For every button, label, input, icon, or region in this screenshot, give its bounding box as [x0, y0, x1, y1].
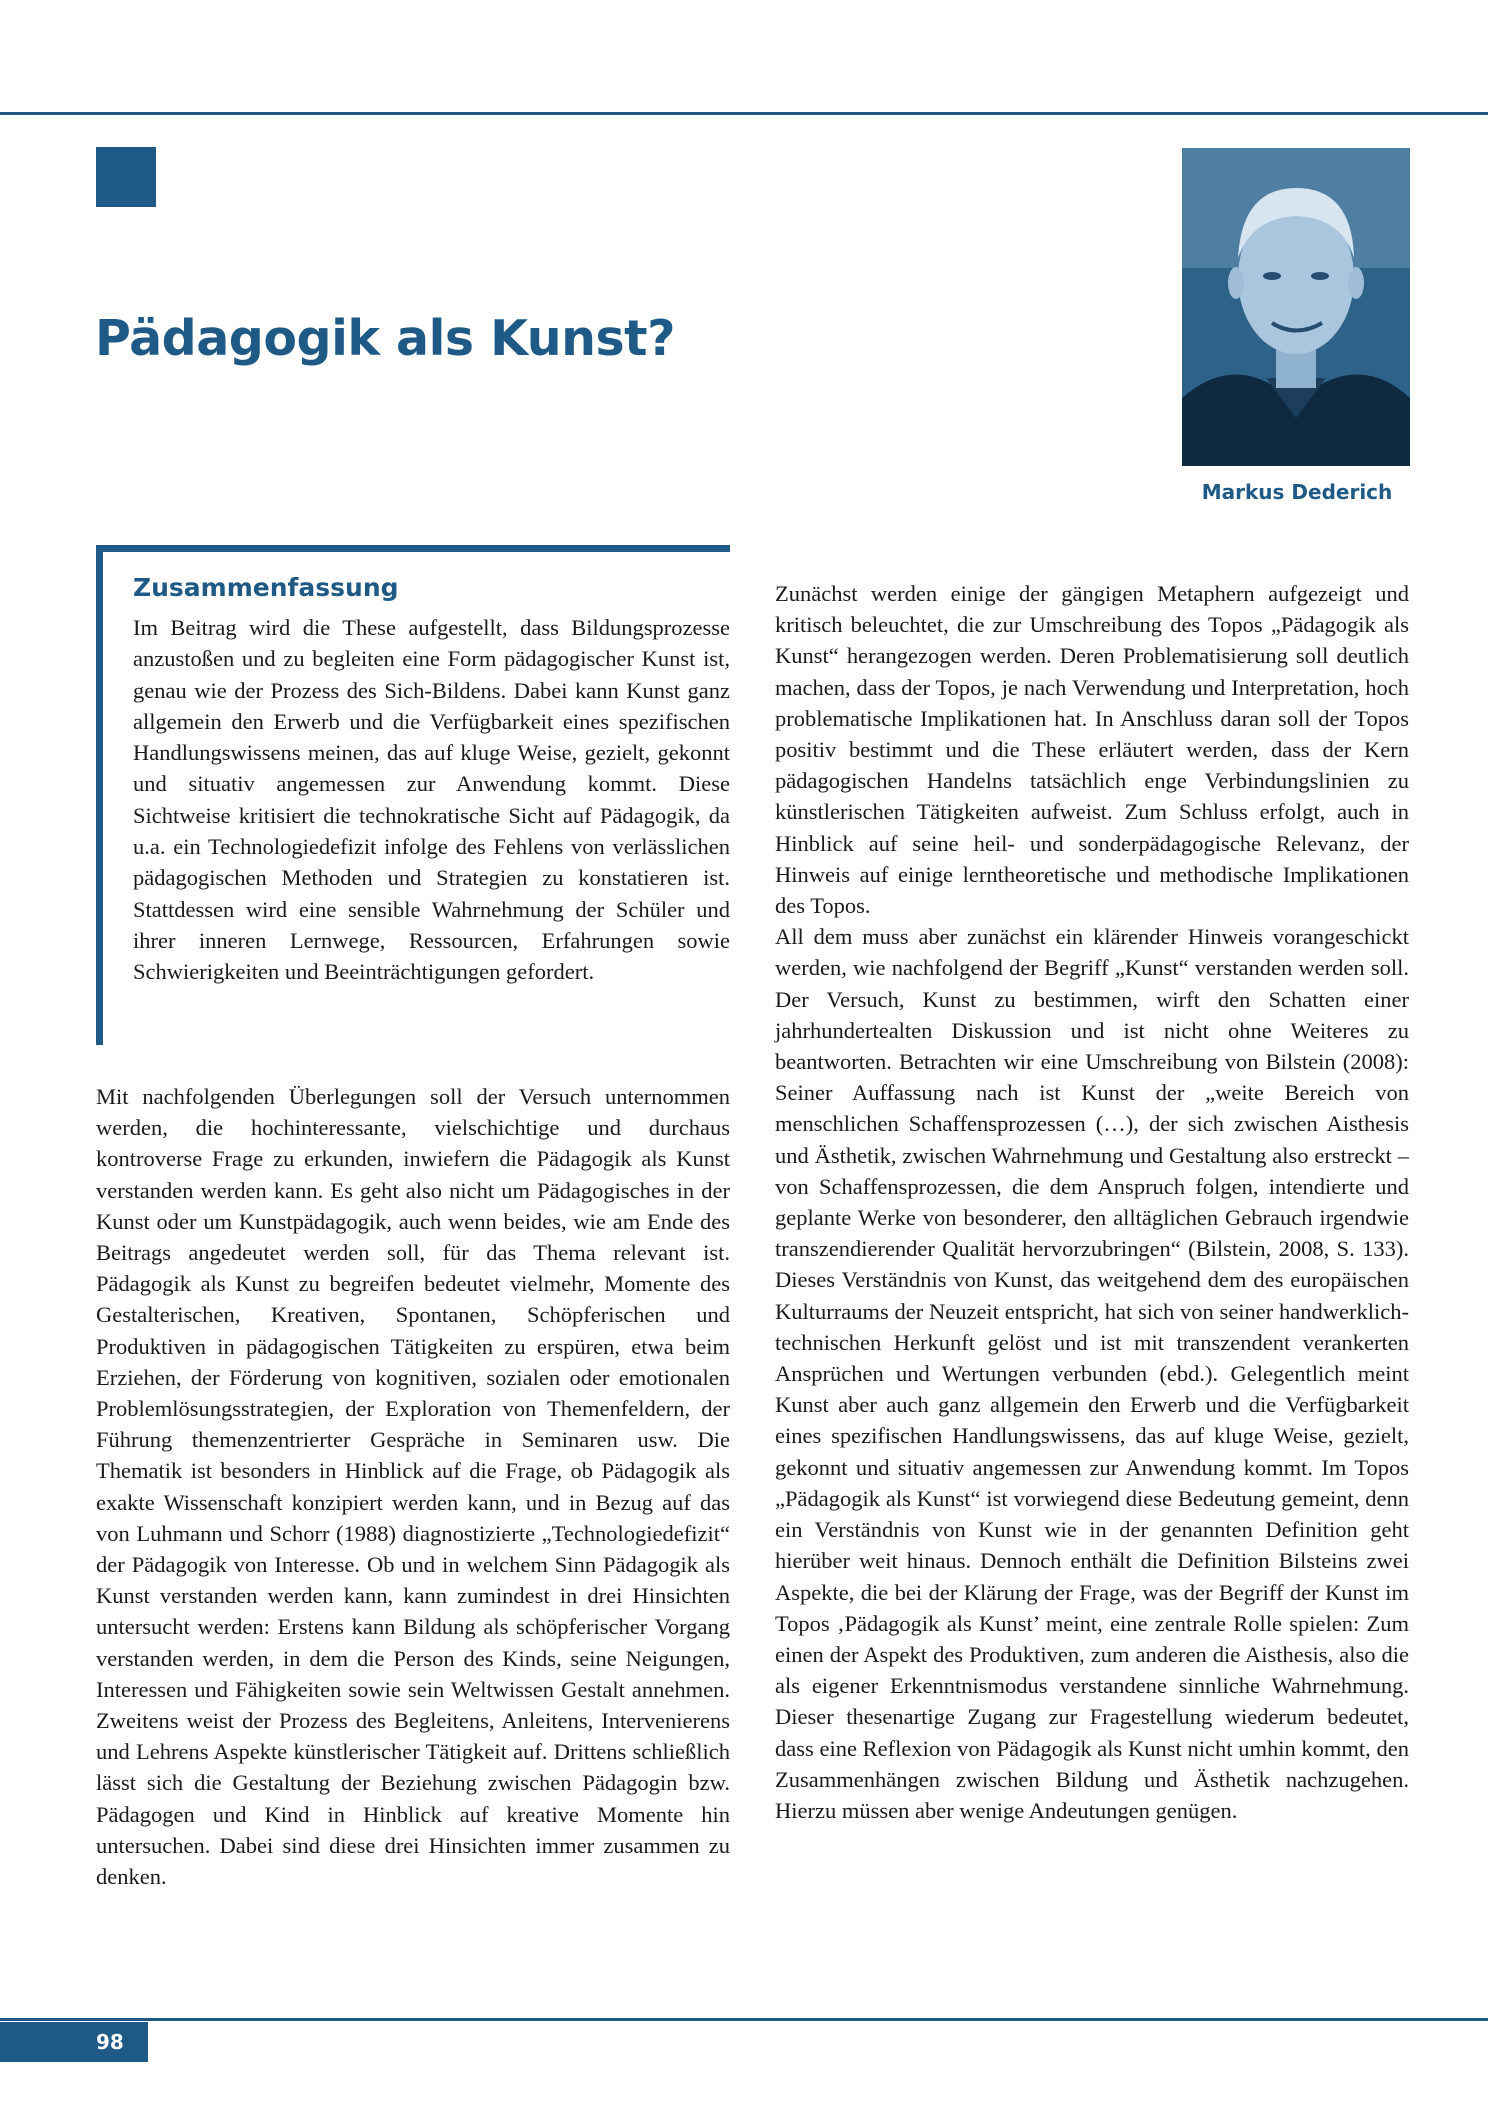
- body-column-right: [775, 578, 1409, 1826]
- abstract-heading: Zusammenfassung: [133, 573, 399, 602]
- bottom-rule: [0, 2018, 1488, 2021]
- top-rule: [0, 112, 1488, 115]
- article-title: Pädagogik als Kunst?: [95, 310, 676, 367]
- chapter-marker: [96, 147, 156, 207]
- page-number-box: [0, 2022, 148, 2062]
- body-paragraph: Zunächst werden einige der gängigen Metaphern aufgezeigt und kritisch beleuchtet, die zur Umschreibung des Topos „Pädagogik als Kunst“ herangezogen werden. Deren Problematisierung soll deutlich machen, dass der Topos, je nach Verwendung und Interpretation, hoch problematische Implikationen hat. In Anschluss daran soll der Topos positiv bestimmt und die These erläutert werden, dass der Kern pädagogischen Handelns tatsächlich enge Verbindungslinien zu künstlerischen Tätigkeiten aufweist. Zum Schluss erfolgt, auch in Hinblick auf seine heil- und sonderpädagogische Relevanz, der Hinweis auf einige lerntheoretische und methodische Implikationen des Topos.: [775, 581, 1409, 919]
- body-paragraph: Mit nachfolgenden Überlegungen soll der Versuch unternommen werden, die hochinteressante, vielschichtige und durchaus kontroverse Frage zu erkunden, inwiefern die Pädagogik als Kunst verstanden werden kann. Es geht also nicht um Pädagogisches in der Kunst oder um Kunstpädagogik, auch wenn beides, wie am Ende des Beitrags angedeutet werden soll, für das Thema relevant ist. Pädagogik als Kunst zu begreifen bedeutet vielmehr, Momente des Gestalterischen, Kreativen, Spontanen, Schöpferischen und Produktiven in pädagogischen Tätigkeiten zu erspüren, etwa beim Erziehen, der Förderung von kognitiven, sozialen oder emotionalen Problemlösungsstrategien, der Exploration von Themenfeldern, der Führung themenzentrierter Gespräche in Seminaren usw. Die Thematik ist besonders in Hinblick auf die Frage, ob Pädagogik als exakte Wissenschaft konzipiert werden kann, und in Bezug auf das von Luhmann und Schorr (1988) diagnostizierte „Technologiedefizit“ der Pädagogik von Interesse. Ob und in welchem Sinn Pädagogik als Kunst verstanden werden kann, kann zumindest in drei Hinsichten untersucht werden: Erstens kann Bildung als schöpferischer Vorgang verstanden werden, in dem die Person des Kinds, seine Neigungen, Interessen und Fähigkeiten sowie sein Weltwissen Gestalt annehmen. Zweitens weist der Prozess des Begleitens, Anleitens, Intervenierens und Lehrens Aspekte künstlerischer Tätigkeit auf. Drittens schließlich lässt sich die Gestaltung der Beziehung zwischen Pädagogin bzw. Pädagogen und Kind in Hinblick auf kreative Momente hin untersuchen. Dabei sind diese drei Hinsichten immer zusammen zu denken.: [96, 1084, 730, 1890]
- author-portrait: [1182, 148, 1410, 466]
- abstract-text: Im Beitrag wird die These aufgestellt, dass Bildungsprozesse anzustoßen und zu begleiten eine Form pädagogischer Kunst ist, genau wie der Prozess des Sich-Bildens. Dabei kann Kunst ganz allgemein den Erwerb und die Verfügbarkeit eines spezifischen Handlungswissens meinen, das auf kluge Weise, gezielt, gekonnt und situativ angemessen zur Anwendung kommt. Diese Sichtweise kritisiert die technokratische Sicht auf Pädagogik, da u.a. ein Technologiedefizit infolge des Fehlens von verlässlichen pädagogischen Methoden und Strategien zu konstatieren ist. Stattdessen wird eine sensible Wahrnehmung der Schüler und ihrer inneren Lernwege, Ressourcen, Erfahrungen sowie Schwierigkeiten und Beeinträchtigungen gefordert.: [133, 615, 730, 985]
- body-column-left: [96, 1081, 730, 1892]
- author-name: Markus Dederich: [1201, 480, 1393, 504]
- body-paragraph: All dem muss aber zunächst ein klärender Hinweis vorangeschickt werden, wie nachfolgend der Begriff „Kunst“ verstanden werden soll. Der Versuch, Kunst zu bestimmen, wirft den Schatten einer jahrhundertealten Diskussion und ist nicht ohne Weiteres zu beantworten. Betrachten wir eine Umschreibung von Bilstein (2008): Seiner Auffassung nach ist Kunst der „weite Bereich von menschlichen Schaffensprozessen (…), der sich zwischen Aisthesis und Ästhetik, zwischen Wahrnehmung und Gestaltung also erstreckt – von Schaffensprozessen, die dem Anspruch folgen, intendierte und geplante Werke von besonderer, den alltäglichen Gebrauch irgendwie transzendierender Qualität hervorzubringen“ (Bilstein, 2008, S. 133). Dieses Verständnis von Kunst, das weitgehend dem des europäischen Kulturraums der Neuzeit entspricht, hat sich von seiner handwerklich-technischen Herkunft gelöst und ist mit transzendent verankerten Ansprüchen und Wertungen verbunden (ebd.). Gelegentlich meint Kunst aber auch ganz allgemein den Erwerb und die Verfügbarkeit eines spezifischen Handlungswissens, das auf kluge Weise, gezielt, gekonnt und situativ angemessen zur Anwendung kommt. Im Topos „Pädagogik als Kunst“ ist vorwiegend diese Bedeutung gemeint, denn ein Verständnis von Kunst wie in der genannten Definition geht hierüber weit hinaus. Dennoch enthält die Definition Bilsteins zwei Aspekte, die bei der Klärung der Frage, was der Begriff der Kunst im Topos ‚Pädagogik als Kunst’ meint, eine zentrale Rolle spielen: Zum einen der Aspekt des Produktiven, zum anderen die Aisthesis, also die als eigener Erkenntnismodus verstandene sinnliche Wahrnehmung. Dieser thesenartige Zugang zur Fragestellung wiederum bedeutet, dass eine Reflexion von Pädagogik als Kunst nicht umhin kommt, den Zusammenhängen zwischen Bildung und Ästhetik nachzugehen. Hierzu müssen aber wenige Andeutungen genügen.: [775, 924, 1409, 1823]
- page-number: 98: [96, 2030, 124, 2054]
